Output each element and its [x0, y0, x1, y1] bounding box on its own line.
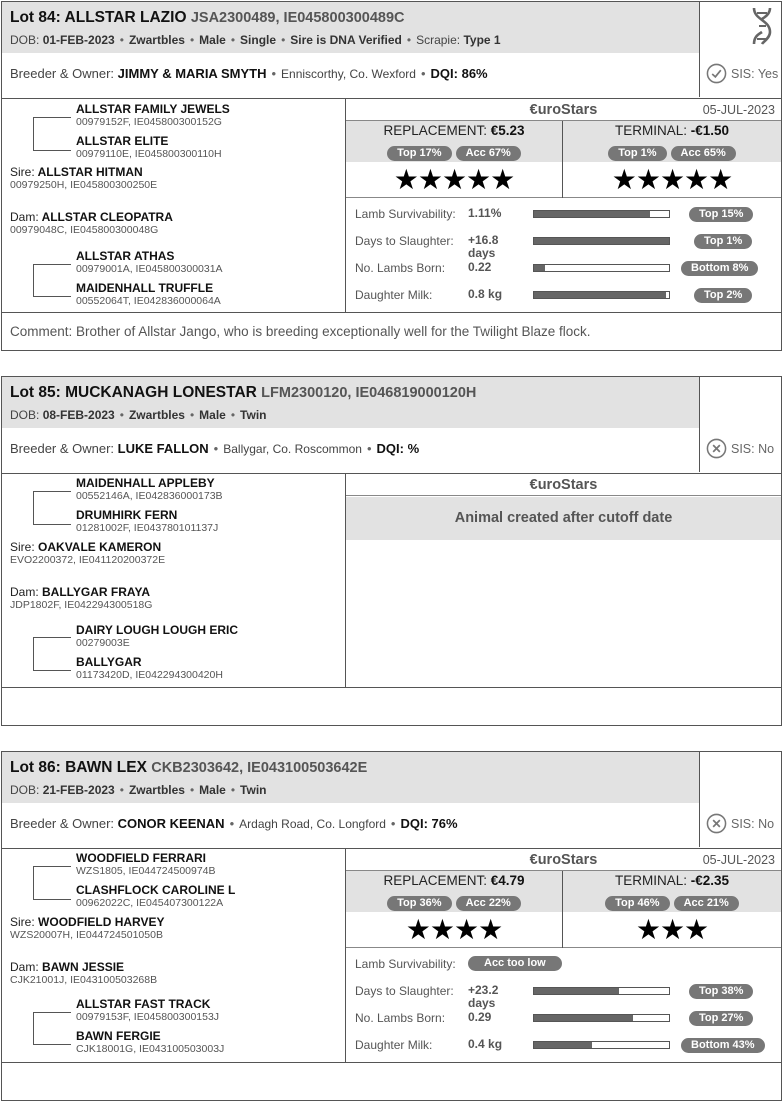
- replacement-label: REPLACEMENT:: [383, 873, 487, 888]
- eurostars-panel: [346, 474, 781, 687]
- trait-row: [346, 288, 781, 308]
- trait-value: +16.8 days: [468, 233, 499, 260]
- trait-row: [346, 207, 781, 227]
- trait-percentile-pill: Top 38%: [689, 984, 753, 999]
- dam: [10, 961, 157, 986]
- lot-card-84: [1, 1, 782, 351]
- trait-row: [346, 1011, 781, 1031]
- terminal-value: -€2.35: [690, 873, 730, 888]
- lot-header: [2, 2, 781, 99]
- trait-label: Days to Slaughter:: [355, 984, 454, 998]
- trait-label: Lamb Survivability:: [355, 957, 456, 971]
- lot-header-band: [2, 377, 699, 428]
- dam-name: ALLSTAR CLEOPATRA: [41, 210, 173, 224]
- ancestor-id: 00279003E: [76, 637, 130, 649]
- ancestor-id: 01281002F, IE043780101137J: [76, 522, 219, 534]
- dam-dam: [76, 1030, 224, 1055]
- trait-label: Lamb Survivability:: [355, 207, 456, 221]
- sire-sire: [76, 477, 223, 502]
- replacement-label: REPLACEMENT:: [383, 123, 487, 138]
- terminal-value: -€1.50: [690, 123, 730, 138]
- ancestor-id: 00979153F, IE045800300153J: [76, 1011, 220, 1023]
- trait-bar: [533, 210, 670, 218]
- trait-label: Days to Slaughter:: [355, 234, 454, 248]
- replacement-acc-pill: Acc 67%: [456, 146, 521, 161]
- replacement-star-rating: ★★★★: [405, 914, 503, 945]
- lot-body: [2, 474, 781, 688]
- eurostars-indexes: [346, 871, 781, 948]
- sex-tag: Male: [199, 783, 226, 797]
- dam-prefix: Dam:: [10, 960, 39, 974]
- terminal-star-rating: ★★★: [635, 914, 709, 945]
- replacement-value: €5.23: [490, 123, 525, 138]
- ancestor-name: MAIDENHALL TRUFFLE: [76, 281, 214, 295]
- eurostars-date: 05-JUL-2023: [702, 103, 775, 117]
- sire: [10, 166, 157, 191]
- eurostars-title: €uroStars: [346, 99, 781, 121]
- replacement-index: [346, 871, 563, 948]
- lot-comment: Comment: Brother of Allstar Jango, who is breeding exceptionally well for the Twilight Blaze flock.: [10, 324, 591, 339]
- birth-type-tag: Twin: [240, 408, 267, 422]
- lot-status-panel: [699, 2, 781, 97]
- sire-name: OAKVALE KAMERON: [38, 540, 162, 554]
- lot-comment: [2, 1063, 781, 1100]
- sis-status: [706, 63, 778, 84]
- breeder-name: CONOR KEENAN: [117, 816, 225, 831]
- trait-label: No. Lambs Born:: [355, 261, 446, 275]
- terminal-acc-pill: Acc 65%: [671, 146, 736, 161]
- sis-label: SIS: No: [731, 816, 775, 831]
- lot-title: [10, 759, 367, 777]
- breeder-label: Breeder & Owner:: [10, 441, 115, 456]
- trait-bar: [533, 264, 670, 272]
- breed-tag: Zwartbles: [128, 33, 185, 47]
- sire-name: ALLSTAR HITMAN: [37, 165, 143, 179]
- terminal-star-rating: ★★★★★: [611, 164, 733, 195]
- sire: [10, 916, 164, 941]
- scrapie-value: Type 1: [463, 33, 501, 47]
- replacement-top-pill: Top 36%: [387, 896, 451, 911]
- replacement-star-rating: ★★★★★: [393, 164, 515, 195]
- eurostars-indexes: [346, 121, 781, 198]
- sire-sire: [76, 852, 216, 877]
- replacement-index: [346, 121, 563, 198]
- dam-sire: [76, 624, 238, 649]
- trait-value: +23.2 days: [468, 983, 499, 1010]
- lot-card-85: [1, 376, 782, 726]
- pedigree: [2, 99, 346, 312]
- trait-row: [346, 1038, 781, 1058]
- dam-id: JDP1802F, IE042294300518G: [10, 599, 153, 611]
- dam-prefix: Dam:: [10, 585, 39, 599]
- trait-percentile-pill: Top 2%: [694, 288, 752, 303]
- eurostars-title: €uroStars: [346, 474, 781, 496]
- ancestor-name: DRUMHIRK FERN: [76, 508, 178, 522]
- terminal-acc-pill: Acc 21%: [674, 896, 739, 911]
- ancestor-name: ALLSTAR FAMILY JEWELS: [76, 102, 230, 116]
- breeder-line: Breeder & Owner: CONOR KEENAN • Ardagh Road, Co. Longford • DQI: 76%: [10, 816, 458, 831]
- ancestor-name: ALLSTAR ELITE: [76, 134, 169, 148]
- trait-bar: [533, 987, 670, 995]
- breeder-line: Breeder & Owner: JIMMY & MARIA SMYTH • Enniscorthy, Co. Wexford • DQI: 86%: [10, 66, 488, 81]
- breeder-label: Breeder & Owner:: [10, 66, 115, 81]
- trait-value: 1.11%: [468, 206, 502, 220]
- dna-verified-tag: Sire is DNA Verified: [290, 33, 402, 47]
- sire-prefix: Sire:: [10, 540, 35, 554]
- lot-header-band: [2, 2, 699, 53]
- pedigree: [2, 849, 346, 1062]
- dam: [10, 586, 152, 611]
- trait-label: Daughter Milk:: [355, 288, 433, 302]
- ancestor-id: 00552064T, IE042836000064A: [76, 295, 221, 307]
- sire: [10, 541, 165, 566]
- birth-type-tag: Twin: [240, 783, 267, 797]
- ancestor-name: MAIDENHALL APPLEBY: [76, 476, 215, 490]
- lot-title: [10, 9, 404, 27]
- dam-prefix: Dam:: [10, 210, 39, 224]
- replacement-value: €4.79: [490, 873, 525, 888]
- lot-header: [2, 377, 781, 474]
- ancestor-name: DAIRY LOUGH LOUGH ERIC: [76, 623, 239, 637]
- check-circle-icon: [706, 63, 727, 84]
- ancestor-id: 00979152F, IE045800300152G: [76, 116, 222, 128]
- terminal-top-pill: Top 1%: [608, 146, 666, 161]
- breeder-location: Enniscorthy, Co. Wexford: [281, 67, 416, 81]
- sex-tag: Male: [199, 408, 226, 422]
- trait-value: 0.8 kg: [468, 287, 503, 301]
- dam-id: 00979048C, IE045800300048G: [10, 224, 159, 236]
- breeder-name: JIMMY & MARIA SMYTH: [117, 66, 267, 81]
- dam-dam: [76, 656, 223, 681]
- lot-name: Lot 85: MUCKANAGH LONESTAR: [10, 384, 257, 401]
- trait-row: [346, 957, 781, 977]
- terminal-index: [563, 121, 781, 198]
- ancestor-name: CLASHFLOCK CAROLINE L: [76, 883, 236, 897]
- breed-tag: Zwartbles: [128, 408, 185, 422]
- dob-value: 21-FEB-2023: [42, 783, 115, 797]
- accuracy-too-low-pill: Acc too low: [468, 956, 562, 971]
- x-circle-icon: [706, 813, 727, 834]
- trait-bar: [533, 1014, 670, 1022]
- breed-tag: Zwartbles: [128, 783, 185, 797]
- trait-bar: [533, 237, 670, 245]
- breeder-location: Ballygar, Co. Roscommon: [223, 442, 362, 456]
- sire-sire: [76, 103, 230, 128]
- trait-row: [346, 983, 781, 1010]
- sis-label: SIS: No: [731, 441, 775, 456]
- dqi-value: DQI: 76%: [400, 816, 458, 831]
- ancestor-name: ALLSTAR ATHAS: [76, 249, 175, 263]
- lot-body: [2, 99, 781, 313]
- trait-value: 0.4 kg: [468, 1037, 503, 1051]
- trait-bar: [533, 291, 670, 299]
- breeder-label: Breeder & Owner:: [10, 816, 115, 831]
- trait-bar: [533, 1041, 670, 1049]
- sis-label: SIS: Yes: [731, 66, 779, 81]
- lot-status-panel: [699, 377, 781, 472]
- sire-id: 00979250H, IE045800300250E: [10, 179, 158, 191]
- sis-status: [706, 438, 774, 459]
- dam-sire: [76, 998, 219, 1023]
- ancestor-id: 00962022C, IE045407300122A: [76, 897, 224, 909]
- lot-name: Lot 86: BAWN LEX: [10, 759, 147, 776]
- terminal-label: TERMINAL:: [614, 123, 687, 138]
- trait-percentile-pill: Top 15%: [689, 207, 753, 222]
- ancestor-id: 01173420D, IE042294300420H: [76, 669, 223, 681]
- trait-percentile-pill: Bottom 8%: [681, 261, 758, 276]
- ancestor-id: 00979001A, IE045800300031A: [76, 263, 223, 275]
- sire-dam: [76, 135, 222, 160]
- trait-row: [346, 261, 781, 281]
- lot-details: DOB: 08-FEB-2023 • Zwartbles • Male • Twin: [10, 408, 267, 422]
- ancestor-id: 00979110E, IE045800300110H: [76, 148, 222, 160]
- trait-percentile-pill: Top 27%: [689, 1011, 753, 1026]
- ancestor-id: 00552146A, IE042836000173B: [76, 490, 223, 502]
- lot-header-band: [2, 752, 699, 803]
- lot-comment: [2, 688, 781, 725]
- dam: [10, 211, 173, 236]
- trait-label: No. Lambs Born:: [355, 1011, 446, 1025]
- sex-tag: Male: [199, 33, 226, 47]
- dqi-value: DQI: 86%: [430, 66, 488, 81]
- breeder-name: LUKE FALLON: [117, 441, 209, 456]
- trait-percentile-pill: Bottom 43%: [681, 1038, 765, 1053]
- dob-label: DOB:: [10, 33, 40, 47]
- ancestor-name: ALLSTAR FAST TRACK: [76, 997, 211, 1011]
- lot-header: [2, 752, 781, 849]
- lot-details: DOB: 21-FEB-2023 • Zwartbles • Male • Twin: [10, 783, 267, 797]
- ancestor-name: WOODFIELD FERRARI: [76, 851, 206, 865]
- eurostars-panel: [346, 99, 781, 312]
- ancestor-id: WZS1805, IE044724500974B: [76, 865, 216, 877]
- sis-status: [706, 813, 774, 834]
- terminal-label: TERMINAL:: [614, 873, 687, 888]
- replacement-acc-pill: Acc 22%: [456, 896, 521, 911]
- dob-value: 01-FEB-2023: [42, 33, 115, 47]
- sire-name: WOODFIELD HARVEY: [38, 915, 165, 929]
- terminal-index: [563, 871, 781, 948]
- sire-prefix: Sire:: [10, 915, 35, 929]
- dam-id: CJK21001J, IE043100503268B: [10, 974, 158, 986]
- ancestor-name: BALLYGAR: [76, 655, 142, 669]
- replacement-top-pill: Top 17%: [387, 146, 451, 161]
- dam-name: BALLYGAR FRAYA: [42, 585, 151, 599]
- eurostars-panel: [346, 849, 781, 1062]
- dqi-value: DQI: %: [376, 441, 420, 456]
- ancestor-name: BAWN FERGIE: [76, 1029, 161, 1043]
- lot-ids: JSA2300489, IE045800300489C: [190, 10, 405, 26]
- lot-ids: LFM2300120, IE046819000120H: [261, 385, 477, 401]
- lot-status-panel: [699, 752, 781, 847]
- scrapie-label: Scrapie:: [416, 33, 461, 47]
- sire-id: WZS20007H, IE044724501050B: [10, 929, 163, 941]
- breeder-location: Ardagh Road, Co. Longford: [239, 817, 386, 831]
- ancestor-id: CJK18001G, IE043100503003J: [76, 1043, 225, 1055]
- sire-prefix: Sire:: [10, 165, 35, 179]
- trait-value: 0.29: [468, 1010, 492, 1024]
- cutoff-notice: Animal created after cutoff date: [346, 497, 781, 540]
- lot-ids: CKB2303642, IE043100503642E: [151, 760, 368, 776]
- pedigree: [2, 474, 346, 687]
- dob-value: 08-FEB-2023: [42, 408, 115, 422]
- trait-row: [346, 233, 781, 260]
- trait-value: 0.22: [468, 260, 492, 274]
- terminal-top-pill: Top 46%: [605, 896, 669, 911]
- dam-name: BAWN JESSIE: [42, 960, 125, 974]
- dam-dam: [76, 282, 221, 307]
- x-circle-icon: [706, 438, 727, 459]
- dob-label: DOB:: [10, 783, 40, 797]
- trait-label: Daughter Milk:: [355, 1038, 433, 1052]
- breeder-line: Breeder & Owner: LUKE FALLON • Ballygar, Co. Roscommon • DQI: %: [10, 441, 420, 456]
- lot-card-86: [1, 751, 782, 1101]
- trait-percentile-pill: Top 1%: [694, 234, 752, 249]
- eurostars-title: €uroStars: [346, 849, 781, 871]
- sire-id: EVO2200372, IE041120200372E: [10, 554, 166, 566]
- lot-title: [10, 384, 476, 402]
- dob-label: DOB:: [10, 408, 40, 422]
- lot-body: [2, 849, 781, 1063]
- birth-type-tag: Single: [240, 33, 277, 47]
- dna-icon: [749, 6, 775, 46]
- lot-details: DOB: 01-FEB-2023 • Zwartbles • Male • Single • Sire is DNA Verified • Scrapie: Type 1: [10, 33, 501, 47]
- lot-name: Lot 84: ALLSTAR LAZIO: [10, 9, 187, 26]
- dam-sire: [76, 250, 223, 275]
- sire-dam: [76, 884, 235, 909]
- eurostars-date: 05-JUL-2023: [702, 853, 775, 867]
- sire-dam: [76, 509, 218, 534]
